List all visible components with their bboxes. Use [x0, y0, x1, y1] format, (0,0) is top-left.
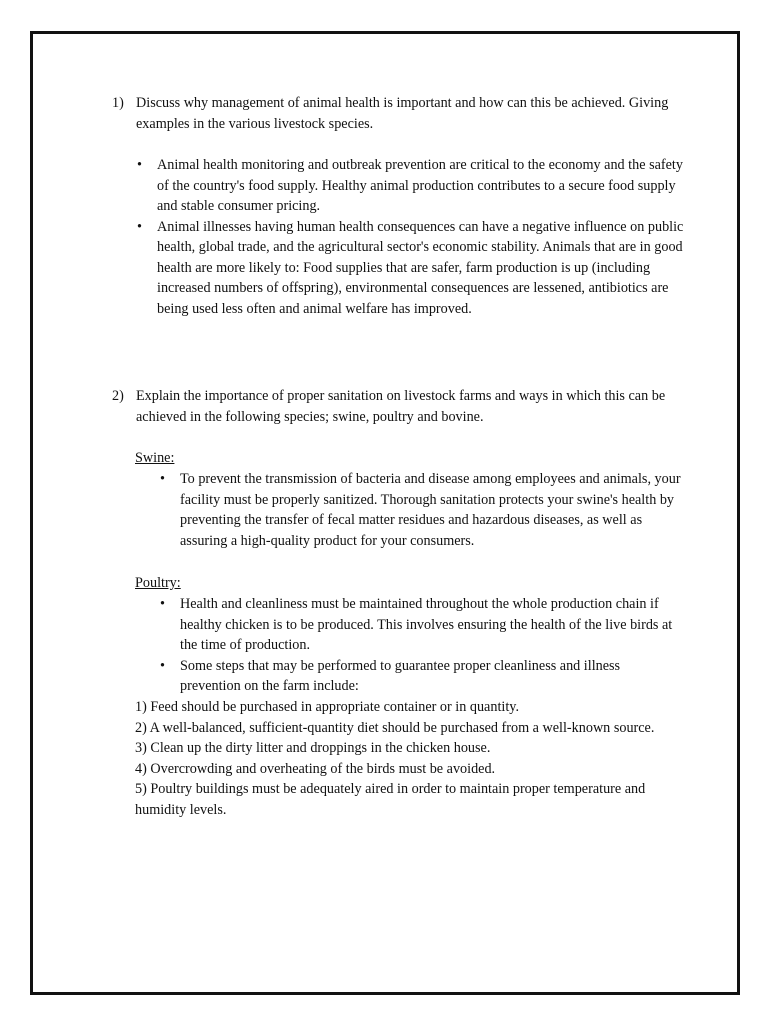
list-item: [158, 469, 683, 551]
question-1-text: Discuss why management of animal health is important and how can this be achieved. Giving examples in the various livestock species.: [136, 95, 669, 132]
step-item: 5) Poultry buildings must be adequately aired in order to maintain proper temperature and humidity levels.: [135, 781, 646, 818]
bullet-icon: •: [160, 596, 165, 612]
poultry-answer-list: [158, 594, 683, 697]
step-item: 3) Clean up the dirty litter and droppings in the chicken house.: [135, 740, 491, 756]
question-2-number: 2): [112, 388, 124, 404]
question-1-answer-list: [135, 155, 695, 319]
poultry-steps: [135, 697, 690, 820]
bullet-icon: •: [160, 471, 165, 487]
list-item: [135, 155, 695, 217]
bullet-icon: •: [137, 218, 142, 235]
answer-text: Health and cleanliness must be maintained throughout the whole production chain if healthy chicken is to be produced. This involves ensuring the health of the live birds at the time of production.: [180, 596, 673, 653]
step-item: 2) A well-balanced, sufficient-quantity diet should be purchased from a well-known source.: [135, 719, 655, 736]
question-2: [112, 386, 692, 427]
poultry-heading: Poultry:: [135, 575, 181, 591]
step-item: 4) Overcrowding and overheating of the birds must be avoided.: [135, 760, 496, 777]
swine-heading: Swine:: [135, 450, 175, 466]
swine-answer-list: [158, 469, 683, 551]
step-item: 1) Feed should be purchased in appropriate container or in quantity.: [135, 699, 519, 715]
answer-text: Animal illnesses having human health consequences can have a negative influence on public health, global trade, and the agricultural sector's economic stability. Animals that are in good health are more likely to: Food supplies that are safer, farm production is up (including increased numbers of offspring), environmental consequences are lessened, antibiotics are being used less often and animal welfare has improved.: [157, 218, 684, 317]
answer-text: Some steps that may be performed to guarantee proper cleanliness and illness prevention on the farm include:: [180, 657, 621, 694]
list-item: [158, 656, 683, 697]
question-1: [112, 93, 692, 134]
answer-text: To prevent the transmission of bacteria and disease among employees and animals, your facility must be properly sanitized. Thorough sanitation protects your swine's health by preventing the transfer of fecal matter residues and hazardous diseases, as well as assuring a high-quality product for your consumers.: [180, 471, 681, 549]
bullet-icon: •: [137, 157, 142, 173]
bullet-icon: •: [160, 657, 165, 674]
question-2-text: Explain the importance of proper sanitation on livestock farms and ways in which this can be achieved in the following species; swine, poultry and bovine.: [136, 388, 666, 425]
list-item: [158, 594, 683, 656]
question-1-number: 1): [112, 95, 124, 111]
answer-text: Animal health monitoring and outbreak prevention are critical to the economy and the safety of the country's food supply. Healthy animal production contributes to a secure food supply and stable consumer pricing.: [157, 157, 683, 214]
list-item: [135, 217, 695, 320]
